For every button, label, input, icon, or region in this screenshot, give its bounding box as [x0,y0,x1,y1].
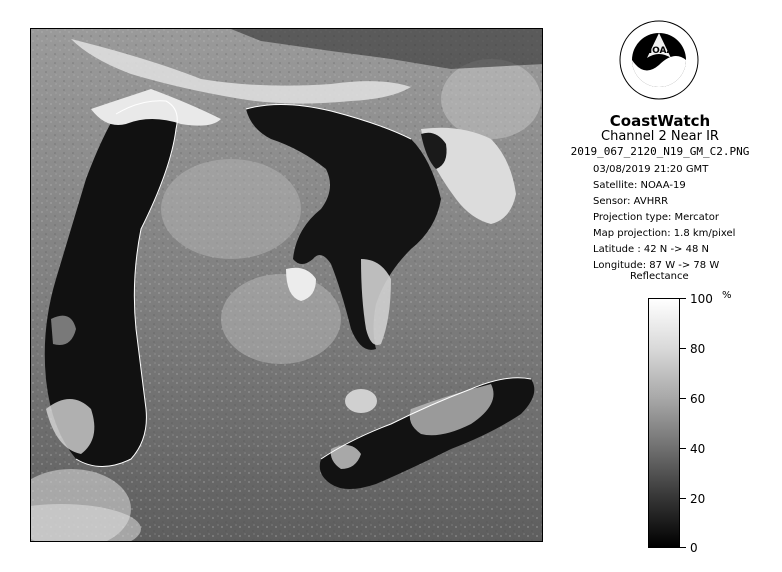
projection-type-text: Projection type: Mercator [593,212,719,223]
scale-label-80: 80 [690,342,706,356]
sensor-text: Sensor: AVHRR [593,196,669,207]
map-projection-text: Map projection: 1.8 km/pixel [593,228,736,239]
longitude-text: Longitude: 87 W -> 78 W [593,260,720,271]
channel-subtitle: Channel 2 Near IR [601,129,719,144]
great-lakes-map [31,29,543,542]
scale-tick [680,298,686,299]
logo-text: NOAA [644,46,674,56]
datetime-text: 03/08/2019 21:20 GMT [593,164,709,175]
scale-label-60: 60 [690,392,706,406]
satellite-text: Satellite: NOAA-19 [593,180,686,191]
scale-tick [680,448,686,449]
latitude-text: Latitude : 42 N -> 48 N [593,244,709,255]
scale-title: Reflectance [630,271,689,282]
scale-tick [680,348,686,349]
scale-label-20: 20 [690,492,706,506]
scale-label-0: 0 [690,541,698,555]
scale-tick [680,498,686,499]
app-title: CoastWatch [609,112,711,130]
scale-unit: % [722,290,732,301]
noaa-seal-icon [619,20,699,100]
scale-tick [680,547,686,548]
image-filename: 2019_067_2120_N19_GM_C2.PNG [570,145,750,158]
scale-label-40: 40 [690,442,706,456]
reflectance-colorbar [648,298,680,548]
scale-label-100: 100 [690,292,713,306]
scale-tick [680,398,686,399]
satellite-image [30,28,543,542]
noaa-logo [619,20,699,100]
